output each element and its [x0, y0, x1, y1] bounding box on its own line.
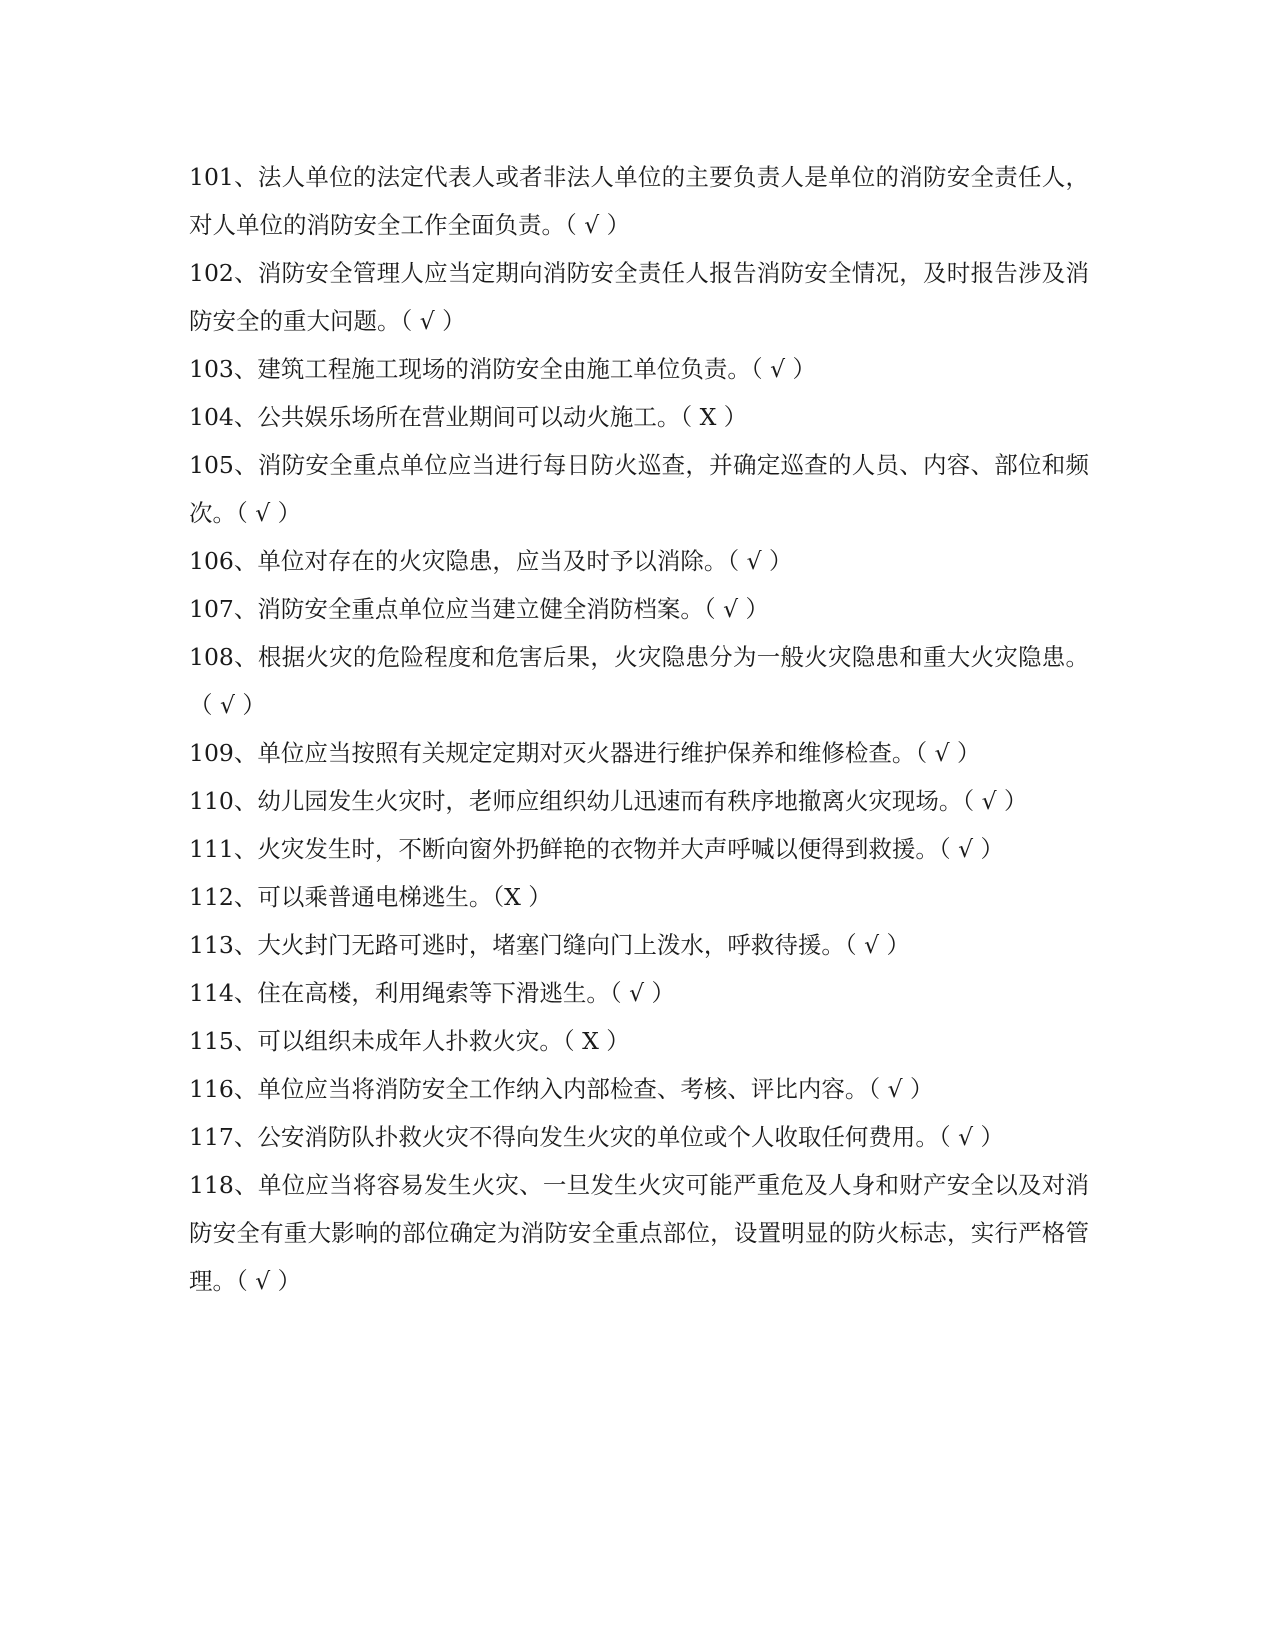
question-102: 102、消防安全管理人应当定期向消防安全责任人报告消防安全情况，及时报告涉及消防安全的重大问题。（ √ ） — [189, 259, 1089, 335]
document-body — [189, 153, 1089, 1305]
question-107: 107、消防安全重点单位应当建立健全消防档案。（ √ ） — [189, 595, 770, 623]
question-114: 114、住在高楼，利用绳索等下滑逃生。（ √ ） — [189, 979, 676, 1007]
question-111: 111、火灾发生时，不断向窗外扔鲜艳的衣物并大声呼喊以便得到救援。（ √ ） — [189, 835, 1005, 863]
question-118: 118、单位应当将容易发生火灾、一旦发生火灾可能严重危及人身和财产安全以及对消防安全有重大影响的部位确定为消防安全重点部位，设置明显的防火标志，实行严格管理。（ √ ） — [189, 1171, 1089, 1295]
question-112: 112、可以乘普通电梯逃生。（X ） — [189, 883, 552, 911]
question-103: 103、建筑工程施工现场的消防安全由施工单位负责。（ √ ） — [189, 355, 817, 383]
question-109: 109、单位应当按照有关规定定期对灭火器进行维护保养和维修检查。（ √ ） — [189, 739, 981, 767]
question-105: 105、消防安全重点单位应当进行每日防火巡查，并确定巡查的人员、内容、部位和频次。（ √ ） — [189, 451, 1089, 527]
question-104: 104、公共娱乐场所在营业期间可以动火施工。（ X ） — [189, 403, 748, 431]
question-108: 108、根据火灾的危险程度和危害后果，火灾隐患分为一般火灾隐患和重大火灾隐患。（ √ ） — [189, 643, 1089, 719]
question-117: 117、公安消防队扑救火灾不得向发生火灾的单位或个人收取任何费用。（ √ ） — [189, 1123, 1005, 1151]
question-113: 113、大火封门无路可逃时，堵塞门缝向门上泼水，呼救待援。（ √ ） — [189, 931, 911, 959]
question-115: 115、可以组织未成年人扑救火灾。（ X ） — [189, 1027, 630, 1055]
question-116: 116、单位应当将消防安全工作纳入内部检查、考核、评比内容。（ √ ） — [189, 1075, 934, 1103]
question-106: 106、单位对存在的火灾隐患，应当及时予以消除。（ √ ） — [189, 547, 793, 575]
question-110: 110、幼儿园发生火灾时，老师应组织幼儿迅速而有秩序地撤离火灾现场。（ √ ） — [189, 787, 1028, 815]
question-101: 101、法人单位的法定代表人或者非法人单位的主要负责人是单位的消防安全责任人，对人单位的消防安全工作全面负责。（ √ ） — [189, 163, 1089, 239]
